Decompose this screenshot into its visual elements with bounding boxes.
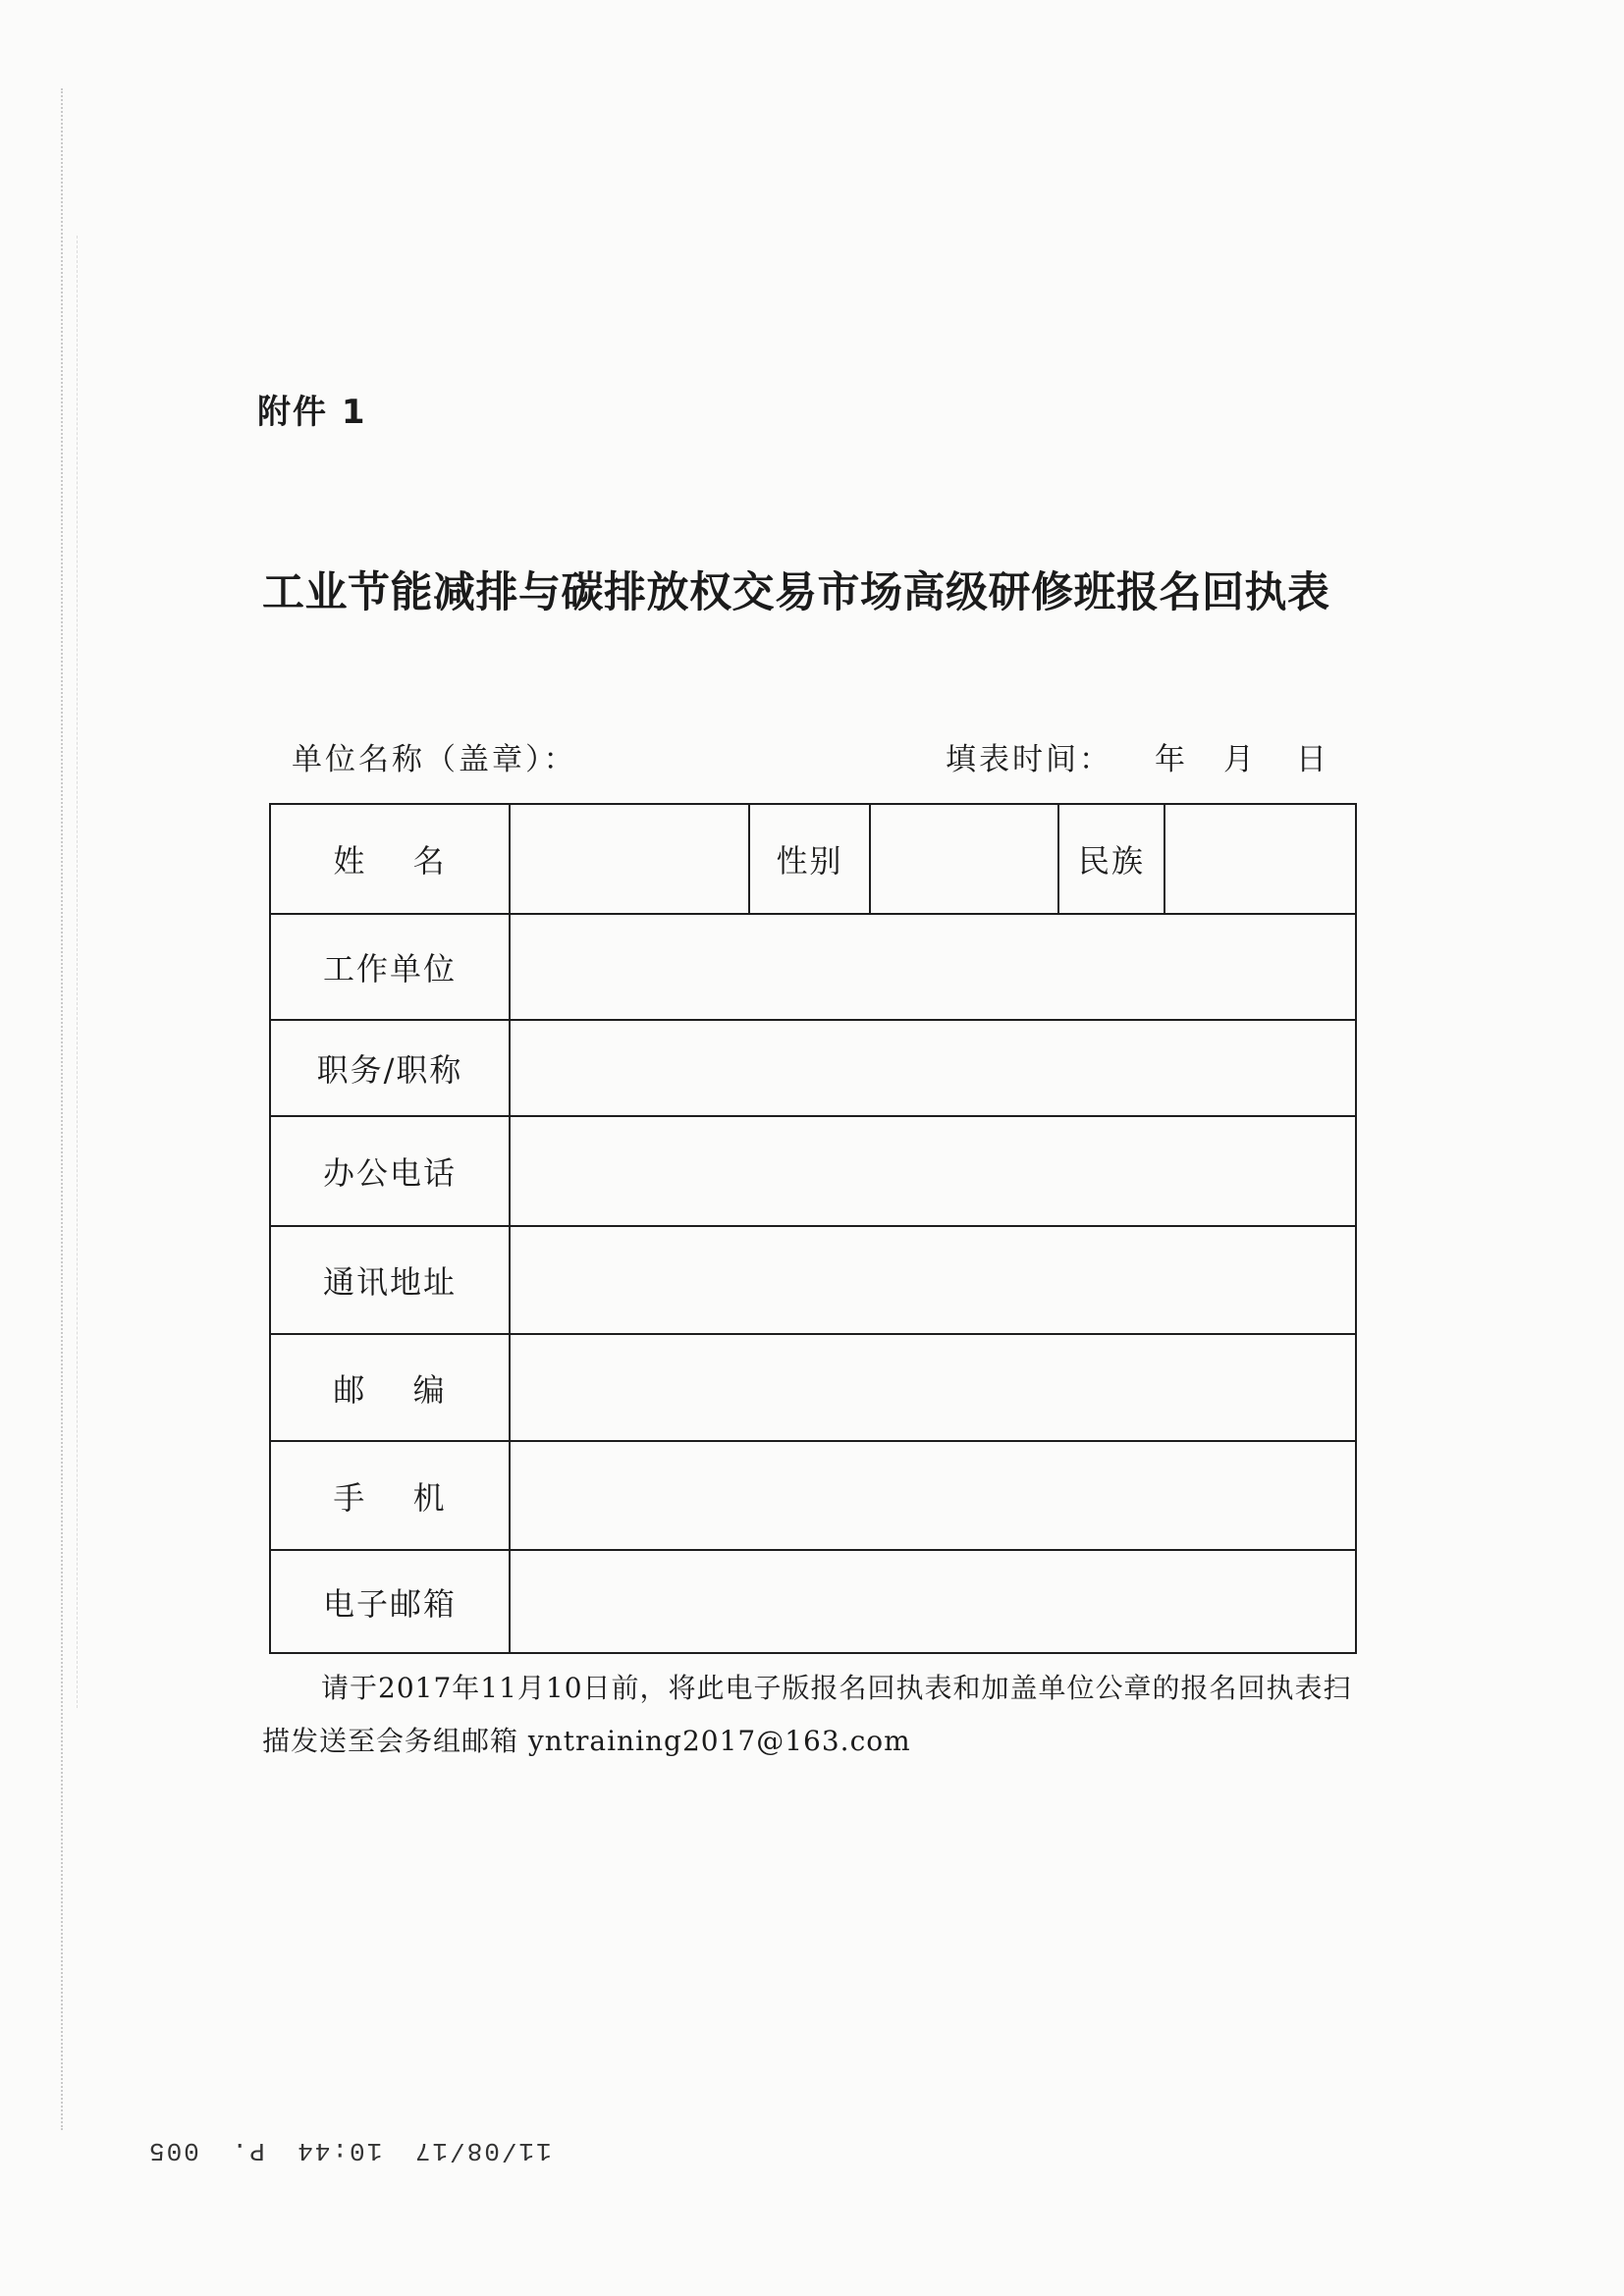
scan-edge-marks — [61, 88, 63, 2130]
mobile-label: 手 机 — [270, 1441, 510, 1550]
position-title-value-cell — [510, 1020, 1356, 1116]
scan-edge-marks-inner — [77, 236, 78, 1708]
email-value-cell — [510, 1550, 1356, 1653]
day-label: 日 — [1296, 742, 1329, 777]
table-row — [270, 1226, 1356, 1334]
ethnicity-label: 民族 — [1058, 804, 1164, 914]
gender-label: 性别 — [749, 804, 870, 914]
registration-form-table — [269, 803, 1357, 1654]
table-row — [270, 804, 1356, 914]
submission-note-line-2: 描发送至会务组邮箱 yntraining2017@163.com — [262, 1725, 911, 1757]
name-label: 姓 名 — [270, 804, 510, 914]
year-label: 年 — [1155, 742, 1188, 777]
table-row — [270, 1334, 1356, 1441]
mailing-address-label: 通讯地址 — [270, 1226, 510, 1334]
month-label: 月 — [1223, 742, 1257, 777]
table-row — [270, 1116, 1356, 1226]
fill-date-label: 填表时间： — [946, 742, 1112, 777]
unit-name-label: 单位名称（盖章）： — [292, 742, 577, 777]
office-phone-value-cell — [510, 1116, 1356, 1226]
office-phone-label: 办公电话 — [270, 1116, 510, 1226]
fax-timestamp-footer: 11/08/17 10:44 P. 005 — [147, 2136, 552, 2165]
postal-code-value-cell — [510, 1334, 1356, 1441]
mobile-value-cell — [510, 1441, 1356, 1550]
table-row — [270, 1441, 1356, 1550]
table-row — [270, 914, 1356, 1020]
submission-note-line-1: 请于2017年11月10日前，将此电子版报名回执表和加盖单位公章的报名回执表扫 — [321, 1672, 1352, 1704]
gender-value-cell — [870, 804, 1058, 914]
table-row — [270, 1550, 1356, 1653]
table-row — [270, 1020, 1356, 1116]
attachment-label: 附件 1 — [257, 393, 367, 432]
work-unit-label: 工作单位 — [270, 914, 510, 1020]
work-unit-value-cell — [510, 914, 1356, 1020]
position-title-label: 职务/职称 — [270, 1020, 510, 1116]
postal-code-label: 邮 编 — [270, 1334, 510, 1441]
document-title: 工业节能减排与碳排放权交易市场高级研修班报名回执表 — [262, 568, 1330, 617]
ethnicity-value-cell — [1164, 804, 1356, 914]
email-label: 电子邮箱 — [270, 1550, 510, 1653]
name-value-cell — [510, 804, 749, 914]
mailing-address-value-cell — [510, 1226, 1356, 1334]
